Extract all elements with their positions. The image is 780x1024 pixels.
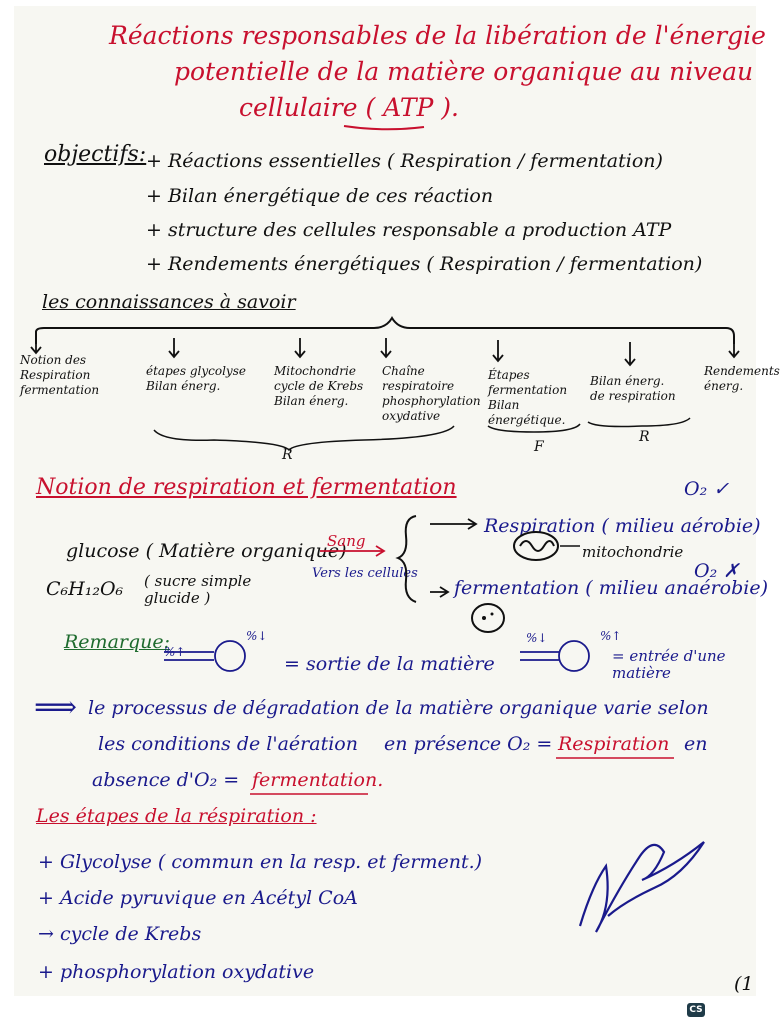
o2-absent-mark: O₂ ✗ [694, 560, 740, 582]
etapes-heading: Les étapes de la réspiration : [36, 805, 317, 827]
conclusion-line-3a: absence d'O₂ = [92, 769, 240, 791]
signature-mark [580, 842, 704, 932]
remarque-label: Remarque: [64, 631, 171, 653]
mitochondrie-label: mitochondrie [582, 543, 684, 561]
objectif-item: + Bilan énergétique de ces réaction [146, 185, 494, 207]
mitochondrion-sketch [514, 532, 580, 560]
conclusion-respiration: Respiration [558, 733, 670, 755]
etape-item: → cycle de Krebs [38, 923, 202, 945]
conclusion-line-2b: en présence O₂ = [384, 733, 553, 755]
etape-item: + Acide pyruvique en Acétyl CoA [38, 887, 358, 909]
connaissances-label: les connaissances à savoir [42, 291, 296, 313]
yeast-cell-sketch [472, 604, 504, 632]
objectifs-label: objectifs: [44, 142, 147, 167]
glucose-text: glucose ( Matière organique) [66, 540, 347, 562]
brace-label-f: F [534, 439, 544, 455]
knowledge-node: Notion des Respiration fermentation [20, 353, 100, 397]
respiration-label: Respiration ( milieu aérobie) [484, 515, 761, 537]
hand-drawn-marks [14, 6, 780, 996]
brace-label-r1: R [282, 447, 293, 463]
notebook-page [14, 6, 780, 996]
remarque-right-pct2: %↑ [600, 629, 622, 643]
title-line-2: potentielle de la matière organique au niveau [174, 57, 754, 86]
sang-label: Sang [327, 532, 366, 550]
conclusion-line-2d: en [684, 733, 708, 755]
remarque-left-pct: %↑ [164, 645, 186, 659]
page-mark: (1 [734, 973, 754, 995]
knowledge-node: Chaîne respiratoire phosphorylation oxydative [382, 364, 481, 423]
title-line-3: cellulaire ( ATP ). [239, 93, 460, 122]
remarque-left-pct2: %↓ [246, 629, 268, 643]
vers-cellules-label: Vers les cellules [312, 566, 418, 581]
brace-label-r2: R [639, 429, 650, 445]
conclusion-line-1: le processus de dégradation de la matière organique varie selon [88, 697, 709, 719]
knowledge-node: étapes glycolyse Bilan énerg. [146, 364, 246, 393]
conclusion-fermentation: fermentation. [252, 769, 384, 791]
fermentation-label: fermentation ( milieu anaérobie) [454, 577, 769, 599]
notion-heading: Notion de respiration et fermentation [36, 475, 457, 500]
remarque-right-text: = entrée d'une matière [612, 647, 726, 682]
knowledge-node: Rendements énerg. [704, 364, 780, 393]
glucose-formula: C₆H₁₂O₆ [46, 578, 124, 600]
remarque-right-pct: %↓ [526, 631, 548, 645]
implies-arrow: ⟹ [34, 690, 78, 725]
sucre-text: ( sucre simple glucide ) [144, 572, 252, 607]
title-line-1: Réactions responsables de la libération de l'énergie [109, 21, 766, 50]
knowledge-brace [36, 318, 734, 344]
objectif-item: + Réactions essentielles ( Respiration / fermentation) [146, 150, 663, 172]
etape-item: + Glycolyse ( commun en la resp. et ferment.) [38, 851, 483, 873]
o2-present-mark: O₂ ✓ [684, 478, 730, 500]
knowledge-node: Bilan énerg. de respiration [590, 374, 676, 403]
objectif-item: + structure des cellules responsable a production ATP [146, 219, 672, 241]
cs-scanner-badge: CS [687, 1003, 705, 1017]
conclusion-line-2a: les conditions de l'aération [98, 733, 358, 755]
knowledge-node: Étapes fermentation Bilan énergétique. [488, 368, 568, 427]
etape-item: + phosphorylation oxydative [38, 961, 315, 983]
remarque-left-text: = sortie de la matière [284, 653, 495, 675]
objectif-item: + Rendements énergétiques ( Respiration / fermentation) [146, 253, 703, 275]
knowledge-node: Mitochondrie cycle de Krebs Bilan énerg. [274, 364, 364, 408]
